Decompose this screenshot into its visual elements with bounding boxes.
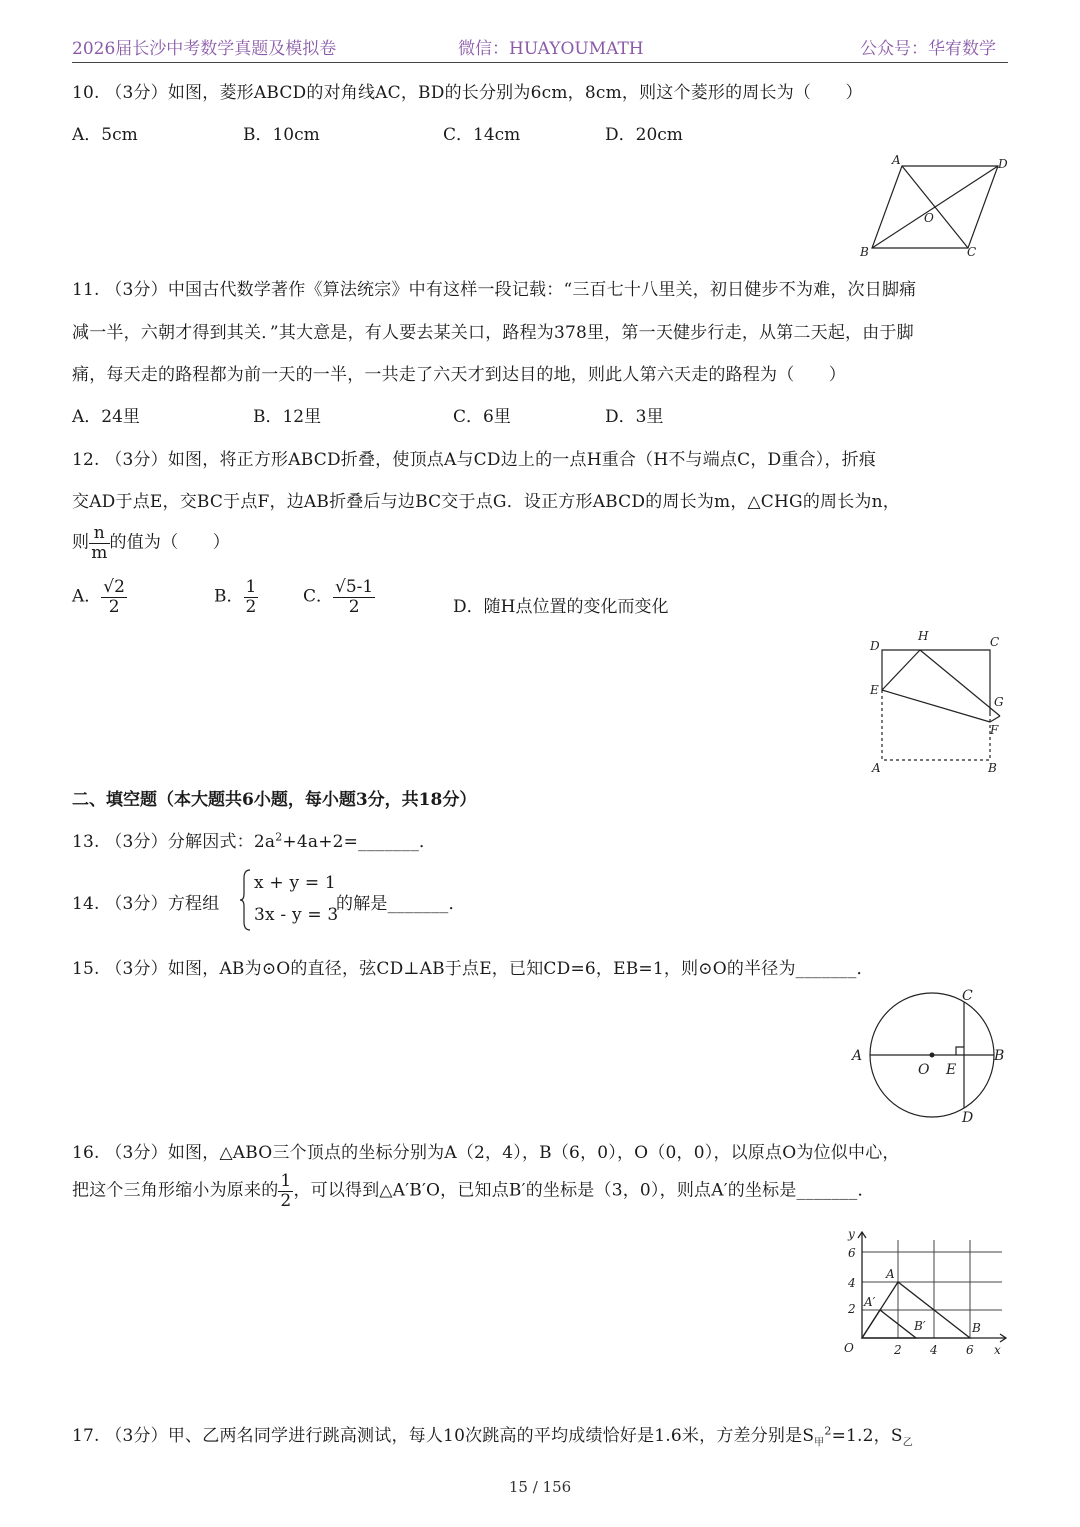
q17-exponent: 2 [824,1424,832,1438]
fraction-numerator: n [89,524,109,544]
triangle-a-prime-b-prime-o [862,1310,916,1338]
q11-line-3: 痛，每天走的路程都为前一天的一半，一共走了六天才到达目的地，则此人第六天走的路程为（ ） [72,365,846,385]
q17-subscript-yi: 乙 [902,1437,913,1449]
grid-tick-x6: 6 [966,1343,974,1357]
grid-tick-y4: 4 [848,1276,856,1290]
q15-stem: 15. （3分）如图，AB为⊙O的直径，弦CD⊥AB于点E，已知CD=6，EB=1，则⊙O的半径为_______． [72,959,874,979]
coordinate-grid-figure [834,1226,1010,1360]
q12-option-b [214,578,258,616]
q11-option-b: B．12里 [253,407,322,427]
square-label-b: B [988,761,997,775]
q14-text-post: 的解是_______． [336,894,466,914]
square-label-d: D [870,639,880,653]
square-label-g: G [994,695,1004,709]
q10-option-b: B．10cm [243,125,320,145]
page-header [72,34,1008,63]
circle-figure [848,984,1012,1124]
center-point [930,1053,935,1058]
rhombus-label-d: D [998,157,1008,171]
q12-line-1: 12. （3分）如图，将正方形ABCD折叠，使顶点A与CD边上的一点H重合（H不与端点C，D重合），折痕 [72,450,877,470]
q11-line-2: 减一半，六朝才得到其关．”其大意是，有人要去某关口，路程为378里，第一天健步行走，从第二天起，由于脚 [72,323,914,343]
square-label-c: C [990,635,1000,649]
q11-option-d: D．3里 [605,407,664,427]
circle-label-d: D [962,1110,974,1124]
q14-equation-1: x + y = 1 [254,873,336,893]
rhombus-label-a: A [892,153,901,167]
grid-label-b-prime: B′ [914,1319,926,1333]
folded-edge-hg [920,650,1000,716]
circle-label-o: O [918,1062,930,1078]
option-a-label: A． [72,586,102,607]
grid-label-b: B [972,1321,981,1335]
q10-stem: 10. （3分）如图，菱形ABCD的对角线AC，BD的长分别为6cm，8cm，则这个菱形的周长为（ ） [72,83,863,103]
q16-line-2 [72,1172,875,1210]
grid-label-a-prime: A′ [864,1295,876,1309]
q17-text-mid: =1.2，S [831,1426,903,1446]
fraction-denominator: m [91,542,108,563]
q10-option-d: D．20cm [605,125,683,145]
circle-label-c: C [962,988,973,1004]
q14-text-pre: 14. （3分）方程组 [72,894,220,914]
q16-fraction-half [278,1172,293,1210]
fraction-numerator: 1 [245,577,257,597]
square-label-f: F [990,723,999,737]
grid-tick-y6: 6 [848,1246,856,1260]
q12-line-2: 交AD于点E，交BC于点F，边AB折叠后与边BC交于点G．设正方形ABCD的周长为m，△CHG的周长为n， [72,492,900,512]
q12-line-3-pre: 则 [72,532,90,553]
q17-subscript-jia: 甲 [814,1437,825,1449]
q16-line-2-pre: 把这个三角形缩小为原来的 [72,1180,279,1201]
diagonal-bd [872,166,998,248]
grid-tick-x4: 4 [930,1343,938,1357]
option-c-label: C． [303,586,334,607]
grid-tick-y2: 2 [848,1302,856,1316]
fraction-numerator: √5-1 [335,577,374,597]
q10-option-a: A．5cm [72,125,138,145]
q14-equation-2: 3x - y = 3 [254,905,339,925]
q12-option-a [72,578,127,616]
square-lower-dashed-edges [882,690,990,760]
header-wechat: 微信：HUAYOUMATH [458,39,644,59]
header-account: 公众号：华宥数学 [860,39,996,59]
q13-stem [72,827,436,852]
square-label-e: E [870,683,879,697]
circle-label-a: A [852,1048,863,1064]
fraction-denominator: 2 [348,596,360,617]
square-label-a: A [872,761,881,775]
fraction-numerator: 1 [280,1171,292,1191]
q11-option-a: A．24里 [72,407,140,427]
q13-exponent: 2 [275,830,283,844]
q13-text-post: +4a+2=_______． [282,832,437,852]
option-b-label: B． [214,586,244,607]
square-label-h: H [918,629,929,643]
q12-line-3 [72,524,230,562]
folded-corner [990,716,1000,722]
circle-label-e: E [946,1062,957,1078]
q17-stem [72,1421,913,1448]
circle-label-b: B [994,1048,1005,1064]
option-b-fraction [244,578,259,616]
grid-label-origin: O [844,1341,854,1355]
rhombus-label-c: C [967,245,977,259]
page-number: 15 / 156 [508,1478,572,1496]
q16-line-2-post: ，可以得到△A′B′O，已知点B′的坐标是（3，0），则点A′的坐标是_______． [293,1180,875,1201]
square-upper-edges [882,650,990,714]
fraction-numerator: √2 [103,577,125,597]
rhombus-label-o: O [924,211,934,225]
option-c-fraction [333,578,375,616]
folded-square-figure [862,626,1014,776]
q16-line-1: 16. （3分）如图，△ABO三个顶点的坐标分别为A（2，4），B（6，0），O（0，0），以原点O为位似中心， [72,1143,900,1163]
folded-edge-eh [882,650,920,690]
fraction-denominator: 2 [280,1190,292,1211]
q17-text-pre: 17. （3分）甲、乙两名同学进行跳高测试，每人10次跳高的平均成绩恰好是1.6米，方差分别是S [72,1426,815,1446]
q13-text-pre: 13. （3分）分解因式：2a [72,832,276,852]
q12-line-3-post: 的值为（ ） [109,532,230,553]
rhombus-label-b: B [860,245,869,259]
grid-label-y-axis: y [848,1227,855,1241]
grid-label-x-axis: x [994,1343,1001,1357]
section-fill-in-title: 二、填空题（本大题共6小题，每小题3分，共18分） [72,790,477,810]
q11-line-1: 11. （3分）中国古代数学著作《算法统宗》中有这样一段记载：“三百七十八里关，初日健步不为难，次日脚痛 [72,280,917,300]
grid-label-a: A [886,1267,895,1281]
right-angle-mark [956,1047,964,1055]
grid-tick-x2: 2 [894,1343,902,1357]
equation-brace [238,868,254,932]
q12-option-d: D．随H点位置的变化而变化 [453,597,669,617]
header-title: 2026届长沙中考数学真题及模拟卷 [72,39,337,59]
rhombus-figure [852,150,1018,262]
q10-option-c: C．14cm [443,125,521,145]
q11-option-c: C．6里 [453,407,511,427]
fraction-denominator: 2 [108,596,120,617]
q12-fraction-n-over-m [89,524,109,562]
q12-option-c [303,578,375,616]
fraction-denominator: 2 [245,596,257,617]
option-a-fraction [101,578,127,616]
